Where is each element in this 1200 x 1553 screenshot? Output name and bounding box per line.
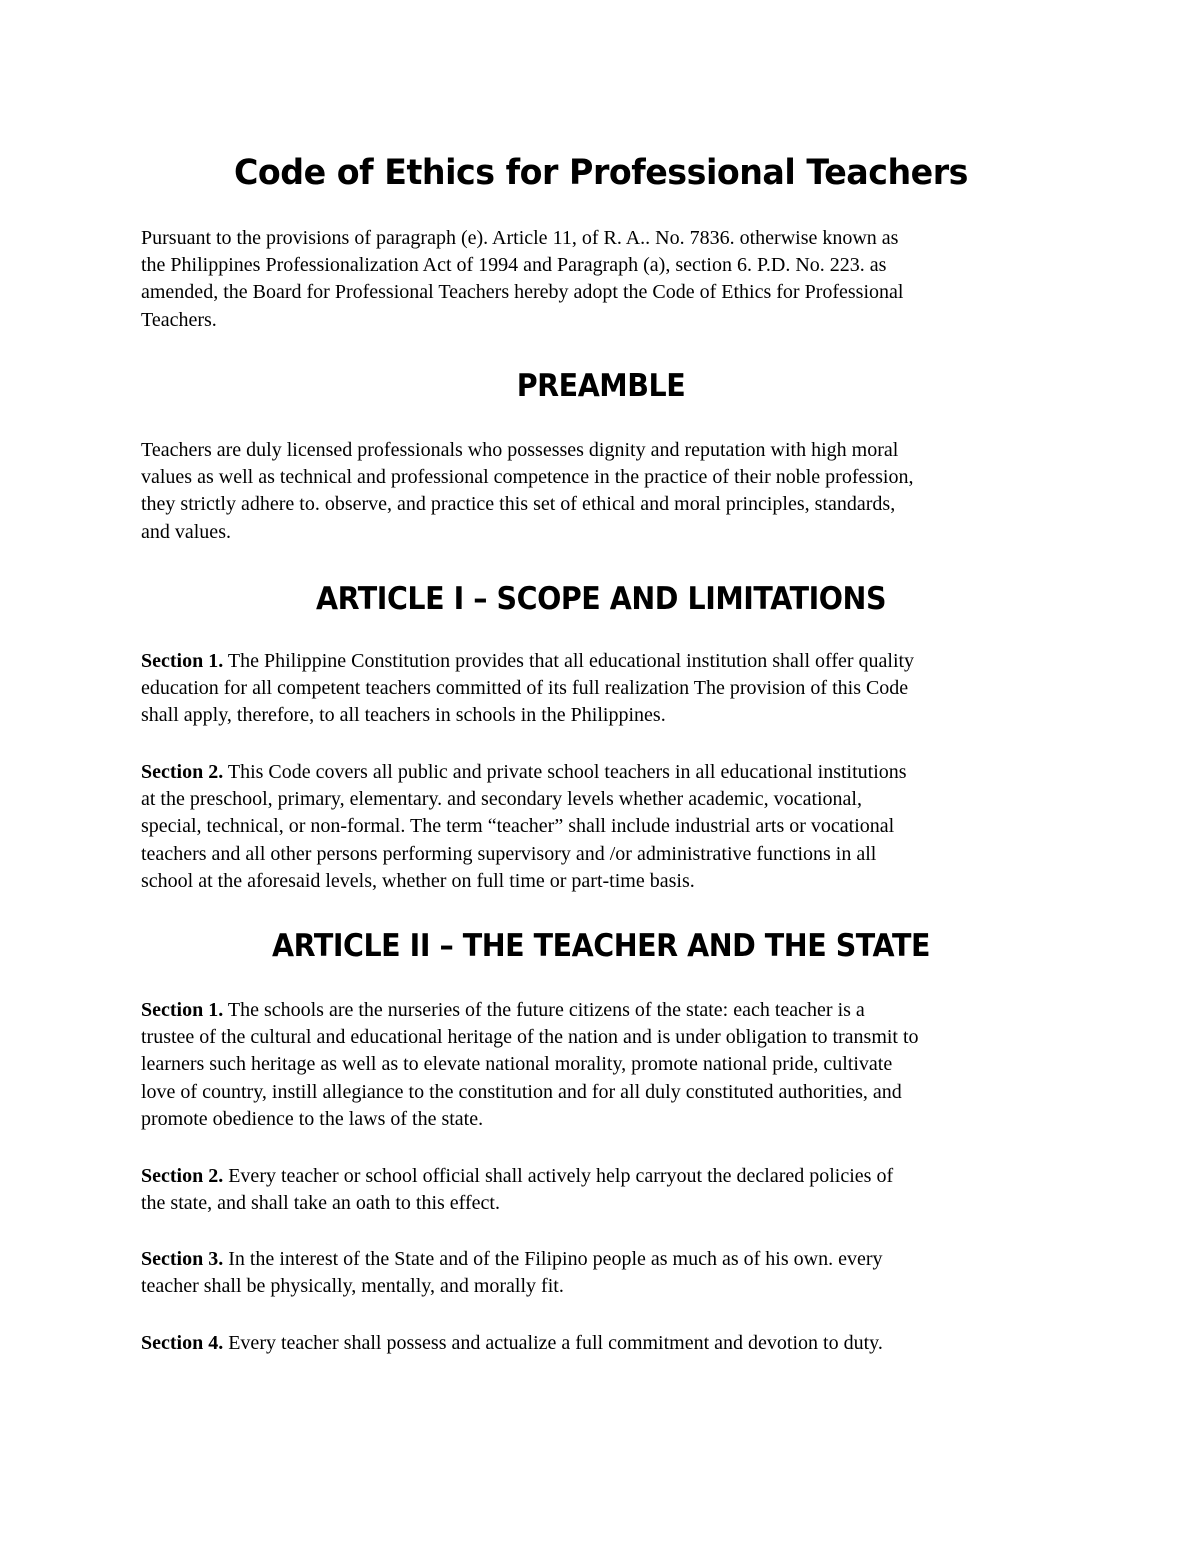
intro-line: amended, the Board for Professional Teachers hereby adopt the Code of Ethics for Professional: [141, 281, 904, 304]
preamble-line: they strictly adhere to. observe, and practice this set of ethical and moral principles, standards,: [141, 493, 896, 516]
preamble-line: values as well as technical and professional competence in the practice of their noble profession,: [141, 466, 914, 489]
intro-paragraph: [141, 225, 1071, 334]
article-1-section-2: [141, 759, 1071, 895]
preamble-heading: PREAMBLE: [516, 368, 686, 404]
preamble-line: and values.: [141, 520, 231, 543]
section-line: school at the aforesaid levels, whether on full time or part-time basis.: [141, 869, 695, 892]
section-line: teacher shall be physically, mentally, and morally fit.: [141, 1275, 564, 1298]
article-2-section-2: [141, 1163, 1071, 1217]
section-line: the state, and shall take an oath to this effect.: [141, 1192, 500, 1215]
section-label: Section 1.: [141, 999, 224, 1021]
section-line: learners such heritage as well as to elevate national morality, promote national pride, cultivate: [141, 1053, 893, 1076]
section-text: The Philippine Constitution provides that all educational institution shall offer quality: [223, 650, 915, 672]
preamble-line: Teachers are duly licensed professionals who possesses dignity and reputation with high moral: [141, 439, 899, 461]
section-label: Section 4.: [141, 1332, 224, 1354]
section-line: at the preschool, primary, elementary. and secondary levels whether academic, vocational,: [141, 788, 862, 811]
section-text: In the interest of the State and of the Filipino people as much as of his own. every: [223, 1248, 883, 1270]
article-2-heading: ARTICLE II – THE TEACHER AND THE STATE: [272, 928, 930, 964]
section-label: Section 2.: [141, 761, 224, 783]
section-label: Section 1.: [141, 650, 224, 672]
article-2-section-4: [141, 1330, 1071, 1357]
article-2-section-1: [141, 997, 1071, 1133]
intro-line: Pursuant to the provisions of paragraph (e). Article 11, of R. A.. No. 7836. otherwise known as: [141, 227, 899, 249]
preamble-paragraph: [141, 437, 1071, 546]
section-line: special, technical, or non-formal. The term “teacher” shall include industrial arts or vocational: [141, 815, 895, 838]
section-text: The schools are the nurseries of the future citizens of the state: each teacher is a: [223, 999, 865, 1021]
section-label: Section 2.: [141, 1165, 224, 1187]
section-line: trustee of the cultural and educational heritage of the nation and is under obligation to transmit to: [141, 1026, 919, 1049]
section-text: Every teacher shall possess and actualize a full commitment and devotion to duty.: [223, 1332, 883, 1354]
section-text: Every teacher or school official shall actively help carryout the declared policies of: [223, 1165, 894, 1187]
section-line: love of country, instill allegiance to the constitution and for all duly constituted authorities, and: [141, 1080, 902, 1103]
section-line: shall apply, therefore, to all teachers in schools in the Philippines.: [141, 704, 666, 727]
article-2-section-3: [141, 1246, 1071, 1300]
section-text: This Code covers all public and private school teachers in all educational institutions: [223, 761, 907, 783]
section-line: education for all competent teachers committed of its full realization The provision of this Code: [141, 677, 909, 700]
intro-line: Teachers.: [141, 308, 217, 331]
document-title: Code of Ethics for Professional Teachers: [233, 153, 968, 193]
section-line: teachers and all other persons performing supervisory and /or administrative functions in all: [141, 842, 877, 865]
intro-line: the Philippines Professionalization Act of 1994 and Paragraph (a), section 6. P.D. No. 223. as: [141, 254, 887, 277]
section-line: promote obedience to the laws of the state.: [141, 1107, 484, 1130]
section-label: Section 3.: [141, 1248, 224, 1270]
article-1-section-1: [141, 648, 1071, 730]
article-1-heading: ARTICLE I – SCOPE AND LIMITATIONS: [315, 581, 887, 617]
